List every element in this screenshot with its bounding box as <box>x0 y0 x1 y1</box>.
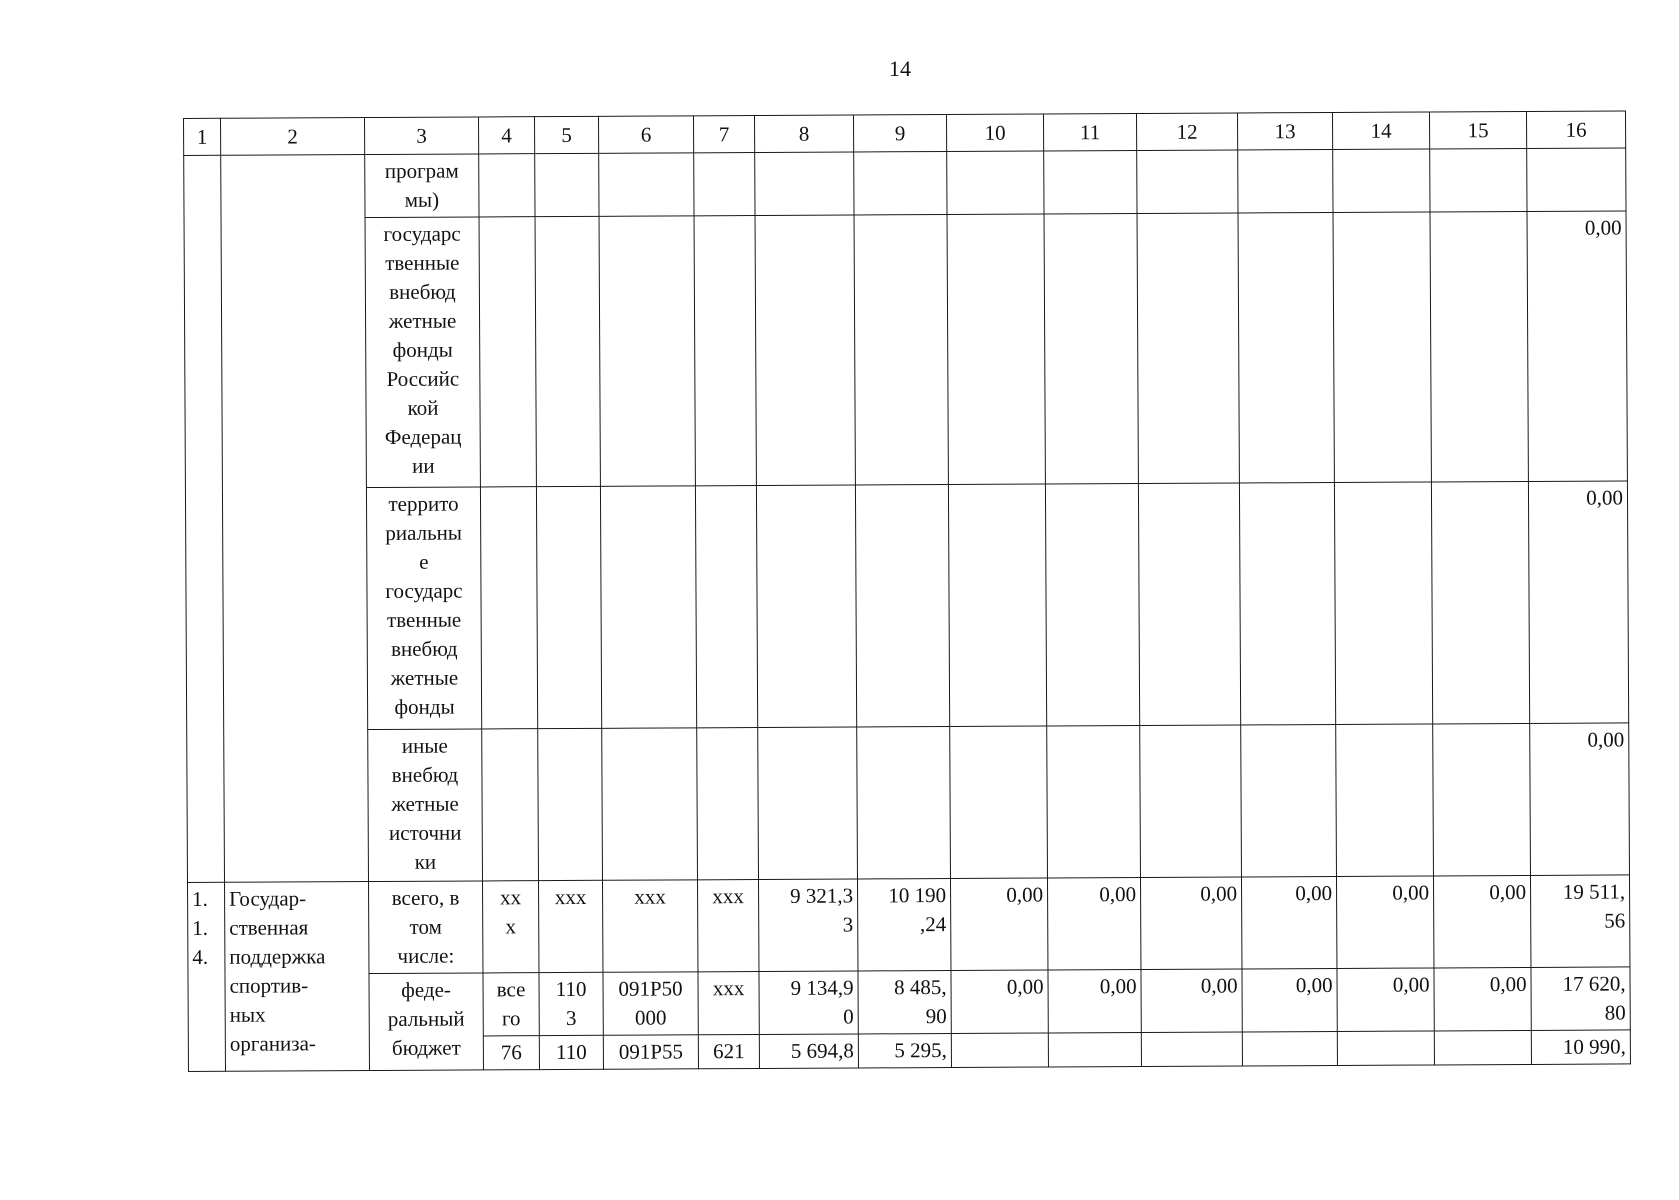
code-cell: 091Р55 <box>603 1035 698 1069</box>
funding-source-cell: государс твенные внебюд жетные фонды Российс кой Федерац ии <box>365 217 480 488</box>
item-number-cell: 1. 1. 4. <box>188 882 226 1071</box>
column-number: 3 <box>365 117 479 155</box>
code-cell: 76 <box>483 1036 539 1070</box>
funding-source-cell: всего, в том числе: <box>369 881 483 974</box>
empty-cell <box>184 155 225 882</box>
value-cell: 9 321,3 3 <box>758 879 857 972</box>
table-row <box>184 148 1626 219</box>
empty-cell <box>221 155 369 883</box>
value-cell: 0,00 <box>1336 876 1433 969</box>
code-cell: 110 3 <box>539 972 603 1035</box>
value-cell: 0,00 <box>1337 968 1434 1032</box>
table-row <box>188 967 1630 1038</box>
column-number: 9 <box>853 115 946 152</box>
value-cell: 0,00 <box>1047 877 1140 969</box>
value-cell: 0,00 <box>1241 876 1336 968</box>
table-row <box>187 723 1630 883</box>
value-cell: 8 485, 90 <box>858 970 951 1033</box>
table-row <box>185 481 1628 731</box>
value-cell: 5 694,8 <box>759 1034 858 1069</box>
page-number: 14 <box>889 56 911 81</box>
value-cell: 0,00 <box>1527 211 1627 482</box>
funding-source-cell: феде- ральный бюджет <box>369 973 484 1071</box>
budget-table <box>183 110 1631 1072</box>
value-cell: 17 620, 80 <box>1531 967 1630 1031</box>
code-cell: ххх <box>602 880 697 972</box>
column-number: 2 <box>221 118 365 156</box>
column-number: 4 <box>478 117 534 154</box>
code-cell: ххх <box>697 879 758 971</box>
table-row <box>184 211 1627 489</box>
funding-source-cell: иные внебюд жетные источни ки <box>368 729 483 882</box>
value-cell: 0,00 <box>1528 481 1628 724</box>
column-number: 6 <box>598 116 693 153</box>
code-cell: ххх <box>538 880 602 972</box>
value-cell: 0,00 <box>1530 723 1630 876</box>
column-number: 15 <box>1429 111 1526 149</box>
column-number: 16 <box>1526 111 1625 149</box>
table-row <box>188 875 1630 975</box>
code-cell: 621 <box>698 1034 759 1068</box>
column-number: 11 <box>1043 114 1136 151</box>
code-cell: все го <box>483 973 539 1036</box>
value-cell: 0,00 <box>1048 969 1141 1032</box>
column-number: 1 <box>184 118 221 155</box>
code-cell: 091Р50 000 <box>603 972 698 1035</box>
value-cell: 19 511, 56 <box>1530 875 1629 968</box>
column-number: 14 <box>1332 112 1429 150</box>
column-number: 8 <box>754 115 853 153</box>
value-cell: 0,00 <box>950 878 1047 971</box>
column-number: 13 <box>1237 112 1332 149</box>
column-number: 5 <box>534 116 598 153</box>
column-number: 12 <box>1136 113 1237 151</box>
item-title-cell: Государ- ственная поддержка спортив- ных организа- <box>225 882 370 1072</box>
value-cell: 0,00 <box>1140 877 1241 970</box>
column-number: 7 <box>693 116 754 153</box>
value-cell: 0,00 <box>951 970 1048 1034</box>
column-number: 10 <box>946 114 1043 152</box>
value-cell: 0,00 <box>1242 968 1337 1031</box>
funding-source-cell: програм мы) <box>365 154 479 218</box>
code-cell: хх х <box>482 881 538 973</box>
code-cell: ххх <box>698 971 759 1034</box>
value-cell: 5 295, <box>858 1033 951 1067</box>
value-cell: 0,00 <box>1433 875 1530 968</box>
value-cell: 10 190 ,24 <box>857 878 950 970</box>
code-cell: 110 <box>539 1035 603 1069</box>
value-cell: 10 990, <box>1531 1030 1630 1065</box>
value-cell: 0,00 <box>1434 967 1531 1031</box>
funding-source-cell: террито риальны е государс твенные внебюд жетные фонды <box>366 487 481 730</box>
value-cell: 9 134,9 0 <box>759 971 858 1035</box>
value-cell: 0,00 <box>1141 969 1242 1033</box>
